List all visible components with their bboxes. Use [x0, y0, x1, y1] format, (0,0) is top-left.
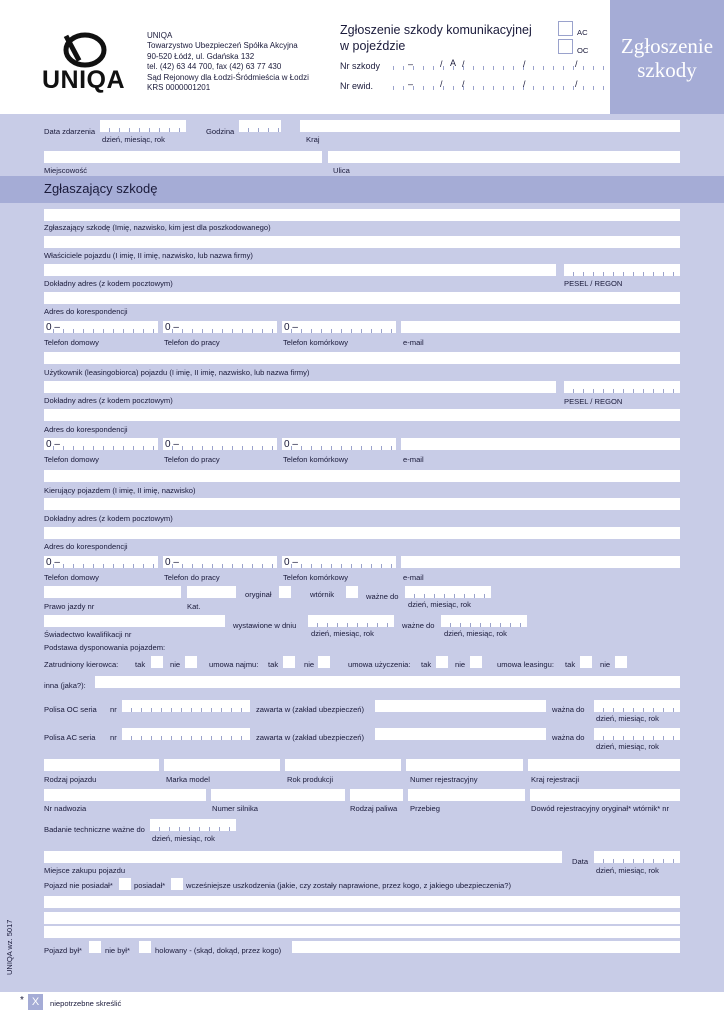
tel-dom-label: Telefon domowy — [44, 455, 99, 464]
nr-ewid-dash: – — [408, 79, 414, 89]
wlasciciele-field[interactable] — [44, 236, 680, 248]
phone-prefix: 0 – — [284, 439, 298, 450]
footer-star: * — [20, 995, 24, 1006]
uzytkownik-label: Użytkownik (leasingobiorca) pojazdu (I imię, II imię, nazwisko, lub nazwa firmy) — [44, 368, 310, 377]
kierujacy-label: Kierujący pojazdem (I imię, II imię, nazwisko) — [44, 486, 196, 495]
nr-szkody-a: A — [450, 58, 457, 68]
numer-silnika-field[interactable] — [211, 789, 345, 801]
oryginal-checkbox[interactable] — [279, 586, 291, 598]
panel-title-line2: szkody — [637, 58, 697, 82]
godzina-field[interactable] — [239, 120, 281, 132]
tak-label: tak — [421, 660, 432, 669]
adres-label: Dokładny adres (z kodem pocztowym) — [44, 514, 173, 523]
uzyczenia-tak-checkbox[interactable] — [436, 656, 448, 668]
tak-label: tak — [565, 660, 576, 669]
uniqa-logo — [40, 28, 130, 98]
wazne-do-field[interactable] — [405, 586, 491, 598]
adres-kor-field[interactable] — [44, 527, 680, 539]
footer-note: niepotrzebne skreślić — [50, 999, 122, 1008]
nie-label: nie — [304, 660, 315, 669]
tel-dom-field[interactable] — [44, 556, 158, 568]
dzien-hint: dzień, miesiąc, rok — [152, 834, 215, 843]
badanie-field[interactable] — [150, 819, 236, 831]
nr-ewid-label: Nr ewid. — [340, 81, 374, 91]
rodzaj-field[interactable] — [44, 759, 159, 771]
holowany-field[interactable] — [292, 941, 680, 953]
posiadal-label: posiadał* — [134, 881, 166, 890]
tel-kom-field[interactable] — [282, 321, 396, 333]
wazne-do-label: ważne do — [366, 592, 399, 601]
email-label: e-mail — [403, 455, 424, 464]
nr-ewid-field[interactable] — [384, 80, 604, 90]
uzyczenia-nie-checkbox[interactable] — [470, 656, 482, 668]
adres-kor-label: Adres do korespondencji — [44, 542, 128, 551]
miejscowosc-label: Miejscowość — [44, 166, 88, 175]
data-zakupu-field[interactable] — [594, 851, 680, 863]
oc-label: OC — [577, 46, 589, 55]
data-hint: dzień, miesiąc, rok — [102, 135, 165, 144]
tak-label: tak — [268, 660, 279, 669]
adres-kor-label: Adres do korespondencji — [44, 307, 128, 316]
polisa-ac-nr-field[interactable] — [122, 728, 250, 740]
adres-kor-field[interactable] — [44, 292, 680, 304]
tel-kom-label: Telefon komórkowy — [283, 338, 348, 347]
ulica-label: Ulica — [333, 166, 350, 175]
phone-prefix: 0 – — [46, 322, 60, 333]
data-zdarzenia-label: Data zdarzenia — [44, 127, 96, 136]
nr-szkody-field[interactable] — [384, 60, 604, 70]
form-title-line2: w pojeździe — [340, 39, 406, 53]
polisa-oc-nr-field[interactable] — [122, 700, 250, 712]
company-line: Towarzystwo Ubezpieczeń Spółka Akcyjna — [147, 41, 298, 51]
dowod-field[interactable] — [530, 789, 680, 801]
wlasciciele-label: Właściciele pojazdu (I imię, II imię, nazwisko, lub nazwa firmy) — [44, 251, 253, 260]
pesel-field[interactable] — [564, 264, 680, 276]
marka-field[interactable] — [164, 759, 280, 771]
nie-label: nie — [455, 660, 466, 669]
uszkodzenia-field-2[interactable] — [44, 912, 680, 924]
adres-label: Dokładny adres (z kodem pocztowym) — [44, 279, 173, 288]
title-panel — [610, 0, 724, 114]
polisa-ac-wazna-field[interactable] — [594, 728, 680, 740]
data-zdarzenia-field[interactable] — [100, 120, 186, 132]
tel-kom-label: Telefon komórkowy — [283, 573, 348, 582]
nr-szkody-slash-3: / — [523, 59, 526, 69]
inna-field[interactable] — [95, 676, 680, 688]
tel-kom-field[interactable] — [282, 438, 396, 450]
przebieg-field[interactable] — [408, 789, 525, 801]
rodzaj-paliwa-label: Rodzaj paliwa — [350, 804, 398, 813]
nr-nadwozia-label: Nr nadwozia — [44, 804, 87, 813]
numer-silnika-label: Numer silnika — [212, 804, 258, 813]
tak-label: tak — [135, 660, 146, 669]
adres-kor-field[interactable] — [44, 409, 680, 421]
phone-prefix: 0 – — [46, 439, 60, 450]
nr-nadwozia-field[interactable] — [44, 789, 206, 801]
pojazd-nie-label: Pojazd nie posiadał* — [44, 881, 113, 890]
adres-field[interactable] — [44, 264, 556, 276]
logo-text: UNIQA — [42, 66, 126, 94]
nr-label: nr — [110, 705, 117, 714]
nr-ewid-slash-4: / — [575, 79, 578, 89]
email-field[interactable] — [401, 438, 680, 450]
dzien-hint: dzień, miesiąc, rok — [444, 629, 507, 638]
polisa-ac-label: Polisa AC seria — [44, 733, 96, 742]
adres-field[interactable] — [44, 381, 556, 393]
wtornik-checkbox[interactable] — [346, 586, 358, 598]
tel-praca-field[interactable] — [163, 321, 277, 333]
przebieg-label: Przebieg — [410, 804, 440, 813]
wczesniejsze-label: wcześniejsze uszkodzenia (jakie, czy zostały naprawione, przez kogo, z jakiego ubezpieczenia?) — [186, 881, 512, 890]
uszkodzenia-field-1[interactable] — [44, 896, 680, 908]
phone-prefix: 0 – — [165, 439, 179, 450]
phone-prefix: 0 – — [165, 322, 179, 333]
godzina-label: Godzina — [206, 127, 235, 136]
tel-praca-label: Telefon do pracy — [164, 455, 220, 464]
kat-field[interactable] — [187, 586, 236, 598]
tel-kom-label: Telefon komórkowy — [283, 455, 348, 464]
adres-kor-label: Adres do korespondencji — [44, 425, 128, 434]
zatrudniony-nie-checkbox[interactable] — [185, 656, 197, 668]
adres-label: Dokładny adres (z kodem pocztowym) — [44, 396, 173, 405]
nr-szkody-slash-2: / — [462, 59, 465, 69]
dzien-hint: dzień, miesiąc, rok — [596, 742, 659, 751]
miejsce-zakupu-label: Miejsce zakupu pojazdu — [44, 866, 126, 875]
form-title-line1: Zgłoszenie szkody komunikacyjnej — [340, 23, 532, 37]
podstawa-label: Podstawa dysponowania pojazdem: — [44, 643, 166, 652]
kraj-label: Kraj — [306, 135, 320, 144]
numer-rej-field[interactable] — [406, 759, 523, 771]
nr-szkody-slash-1: / — [440, 59, 443, 69]
company-line: Sąd Rejonowy dla Łodzi-Śródmieścia w Łodzi — [147, 72, 309, 82]
pesel-label: PESEL / REGON — [564, 279, 623, 288]
email-label: e-mail — [403, 338, 424, 347]
prawo-jazdy-field[interactable] — [44, 586, 181, 598]
zawarta-label: zawarta w (zakład ubezpieczeń) — [256, 705, 365, 714]
polisa-ac-zaklad-field[interactable] — [375, 728, 546, 740]
umowa-najmu-label: umowa najmu: — [209, 660, 259, 669]
polisa-oc-wazna-field[interactable] — [594, 700, 680, 712]
holowany-label: holowany - (skąd, dokąd, przez kogo) — [155, 946, 282, 955]
wystawione-label: wystawione w dniu — [233, 621, 297, 630]
dzien-hint: dzień, miesiąc, rok — [596, 714, 659, 723]
dzien-hint: dzień, miesiąc, rok — [596, 866, 659, 875]
kraj-rej-field[interactable] — [528, 759, 680, 771]
umowa-uzyczenia-label: umowa użyczenia: — [348, 660, 411, 669]
email-field[interactable] — [401, 321, 680, 333]
marka-label: Marka model — [166, 775, 210, 784]
nr-szkody-dash: – — [408, 59, 414, 69]
posiadal-checkbox[interactable] — [171, 878, 183, 890]
nr-szkody-slash-4: / — [575, 59, 578, 69]
zatrudniony-label: Zatrudniony kierowca: — [44, 660, 119, 669]
nr-ewid-slash-1: / — [440, 79, 443, 89]
nr-label: nr — [110, 733, 117, 742]
dzien-hint: dzień, miesiąc, rok — [311, 629, 374, 638]
company-info — [147, 31, 309, 93]
kierujacy-field[interactable] — [44, 470, 680, 482]
uszkodzenia-field-3[interactable] — [44, 926, 680, 938]
tel-dom-label: Telefon domowy — [44, 338, 99, 347]
email-field[interactable] — [401, 556, 680, 568]
byl-checkbox[interactable] — [89, 941, 101, 953]
najmu-tak-checkbox[interactable] — [283, 656, 295, 668]
kat-label: Kat. — [187, 602, 201, 611]
swiadectwo-field[interactable] — [44, 615, 225, 627]
zglaszajacy-label: Zgłaszający szkodę (Imię, nazwisko, kim jest dla poszkodowanego) — [44, 223, 271, 232]
wazne-do-field[interactable] — [441, 615, 527, 627]
wtornik-label: wtórnik — [310, 590, 335, 599]
company-line: KRS 0000001201 — [147, 83, 211, 93]
nie-byl-checkbox[interactable] — [139, 941, 151, 953]
rok-label: Rok produkcji — [287, 775, 334, 784]
prawo-jazdy-label: Prawo jazdy nr — [44, 602, 95, 611]
pojazd-byl-label: Pojazd był* — [44, 946, 82, 955]
dzien-hint: dzień, miesiąc, rok — [408, 600, 471, 609]
oc-checkbox[interactable] — [558, 39, 573, 54]
nr-szkody-label: Nr szkody — [340, 61, 381, 71]
wazna-do-label: ważna do — [552, 705, 585, 714]
wazna-do-label: ważna do — [552, 733, 585, 742]
zglaszajacy-field[interactable] — [44, 209, 680, 221]
tel-dom-field[interactable] — [44, 321, 158, 333]
nie-label: nie — [600, 660, 611, 669]
polisa-oc-label: Polisa OC seria — [44, 705, 97, 714]
form-title — [340, 22, 532, 54]
rodzaj-paliwa-field[interactable] — [350, 789, 403, 801]
zatrudniony-tak-checkbox[interactable] — [151, 656, 163, 668]
tel-praca-label: Telefon do pracy — [164, 573, 220, 582]
nie-byl-label: nie był* — [105, 946, 130, 955]
dowod-label: Dowód rejestracyjny oryginał* wtórnik* nr — [531, 804, 670, 813]
najmu-nie-checkbox[interactable] — [318, 656, 330, 668]
kraj-rej-label: Kraj rejestracji — [531, 775, 580, 784]
pesel-label: PESEL / REGON — [564, 397, 623, 406]
phone-prefix: 0 – — [46, 557, 60, 568]
nr-ewid-slash-2: / — [462, 79, 465, 89]
ac-checkbox[interactable] — [558, 21, 573, 36]
ac-label: AC — [577, 28, 588, 37]
wazne-do-label: ważne do — [402, 621, 435, 630]
oryginal-label: oryginał — [245, 590, 272, 599]
company-line: tel. (42) 63 44 700, fax (42) 63 77 430 — [147, 62, 282, 72]
leasingu-tak-checkbox[interactable] — [580, 656, 592, 668]
panel-title-line1: Zgłoszenie — [620, 34, 714, 58]
tel-praca-label: Telefon do pracy — [164, 338, 220, 347]
numer-rej-label: Numer rejestracyjny — [410, 775, 478, 784]
miejsce-zakupu-field[interactable] — [44, 851, 562, 863]
miejscowosc-field[interactable] — [44, 151, 322, 163]
data-label: Data — [572, 857, 589, 866]
tel-dom-label: Telefon domowy — [44, 573, 99, 582]
rodzaj-label: Rodzaj pojazdu — [44, 775, 97, 784]
ulica-field[interactable] — [328, 151, 680, 163]
section-title: Zgłaszający szkodę — [44, 181, 158, 196]
leasingu-nie-checkbox[interactable] — [615, 656, 627, 668]
swiadectwo-label: Świadectwo kwalifikacji nr — [44, 630, 132, 639]
phone-prefix: 0 – — [284, 557, 298, 568]
section-band — [0, 176, 724, 203]
rok-field[interactable] — [285, 759, 401, 771]
tel-kom-field[interactable] — [282, 556, 396, 568]
tel-praca-field[interactable] — [163, 438, 277, 450]
inna-label: inna (jaka?): — [44, 681, 86, 690]
polisa-oc-zaklad-field[interactable] — [375, 700, 546, 712]
nie-label: nie — [170, 660, 181, 669]
phone-prefix: 0 – — [165, 557, 179, 568]
x-mark — [28, 994, 43, 1010]
tel-praca-field[interactable] — [163, 556, 277, 568]
pesel-field[interactable] — [564, 381, 680, 393]
form-code: UNIQA wz. 5017 — [5, 919, 14, 975]
phone-prefix: 0 – — [284, 322, 298, 333]
kraj-field[interactable] — [300, 120, 680, 132]
email-label: e-mail — [403, 573, 424, 582]
x-mark-text: X — [31, 996, 40, 1008]
adres-field[interactable] — [44, 498, 680, 510]
zawarta-label: zawarta w (zakład ubezpieczeń) — [256, 733, 365, 742]
company-line: 90-520 Łódź, ul. Gdańska 132 — [147, 51, 255, 61]
company-line: UNIQA — [147, 31, 173, 40]
wystawione-field[interactable] — [308, 615, 394, 627]
nie-posiadal-checkbox[interactable] — [119, 878, 131, 890]
badanie-label: Badanie techniczne ważne do — [44, 825, 145, 834]
tel-dom-field[interactable] — [44, 438, 158, 450]
umowa-leasingu-label: umowa leasingu: — [497, 660, 554, 669]
uzytkownik-field[interactable] — [44, 352, 680, 364]
nr-ewid-slash-3: / — [523, 79, 526, 89]
